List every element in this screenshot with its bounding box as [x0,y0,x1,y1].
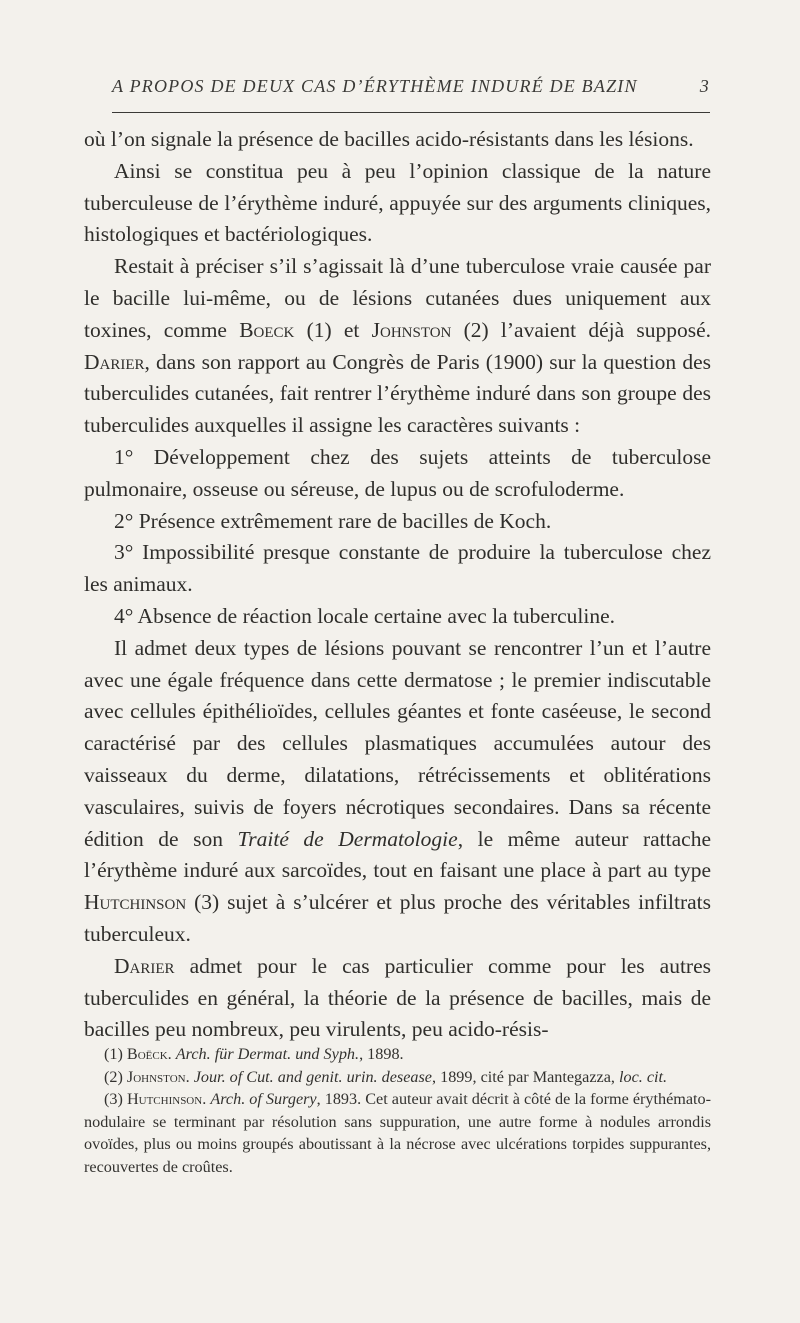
journal-title: Arch. für Dermat. und Syph. [175,1045,360,1063]
main-text [84,124,711,1046]
list-item: 4° Absence de réaction locale certaine avec la tuberculine. [114,603,616,628]
footnote: (3) Hutchinson. Arch. of Surgery, 1893. Cet auteur avait décrit à côté de la forme érythémato-nodulaire se terminant par résolution sans suppuration, une autre forme à nodules arrondis ovoïdes, plus ou moins groupés aboutissant à la nécrose avec ulcérations torpides suppurantes, recouvertes de croûtes. [84,1090,712,1176]
paragraph-continued: où l’on signale la présence de bacilles acido-résistants dans les lésions. [84,127,694,151]
journal-title: Arch. of Surgery [210,1090,317,1109]
author-name: Hutchinson [84,890,187,915]
author-name: Darier [114,953,175,978]
page-number: 3 [699,76,710,96]
list-item: 1° Développement chez des sujets atteints de tuberculose pulmonaire, osseuse ou séreuse, de lupus ou de scrofuloderme. [84,444,711,501]
author-name: Boeck [239,317,295,342]
paragraph-darier: Darier admet pour le cas particulier comme pour les autres tuberculides en général, la théorie de la présence de bacilles, mais de bacilles peu nombreux, peu virulents, peu acido-résis- [84,953,711,1042]
citation-ref: loc. cit. [618,1067,668,1086]
footnotes [84,1043,711,1179]
journal-title: Jour. of Cut. and genit. urin. desease [193,1067,432,1086]
paragraph-opinion: Ainsi se constitua peu à peu l’opinion classique de la nature tuberculeuse de l’érythème induré, appuyée sur des arguments cliniques, histologiques et bactériologiques. [84,158,711,247]
author-name: Johnston [126,1067,186,1086]
running-title: A PROPOS DE DEUX CAS D’ÉRYTHÈME INDURÉ DE BAZIN [112,76,638,96]
footnote: (2) Johnston. Jour. of Cut. and genit. urin. desease, 1899, cité par Mantegazza, loc. cit. [104,1067,668,1086]
author-name: Boëck [126,1045,168,1063]
running-header [112,76,710,97]
book-title: Traité de Dermatologie [237,826,458,851]
footnote: (1) Boëck. Arch. für Dermat. und Syph., 1898. [104,1045,404,1063]
list-item: 2° Présence extrêmement rare de bacilles de Koch. [114,508,552,533]
list-item: 3° Impossibilité presque constante de produire la tuberculose chez les animaux. [84,540,711,597]
author-name: Hutchinson [126,1090,203,1109]
author-name: Darier [84,349,145,374]
paragraph-restait: Restait à préciser s’il s’agissait là d’une tuberculose vraie causée par le bacille lui-même, ou de lésions cutanées dues uniquement aux toxines, comme Boeck (1) et Johnston (2) l’avaient déjà supposé. Darier, dans son rapport au Congrès de Paris (1900) sur la question des tuberculides cutanées, fait rentrer l’érythème induré dans son groupe des tuberculides auxquelles il assigne les caractères suivants : [84,254,711,438]
paragraph-types: Il admet deux types de lésions pouvant se rencontrer l’un et l’autre avec une égale fréquence dans cette dermatose ; le premier indiscutable avec cellules épithélioïdes, cellules géantes et fonte caséeuse, le second caractérisé par des cellules plasmatiques accumulées autour des vaisseaux du derme, dilatations, rétrécissements et oblitérations vasculaires, suivis de foyers nécrotiques secondaires. Dans sa récente édition de son Traité de Dermatologie, le même auteur rattache l’érythème induré aux sarcoïdes, tout en faisant une place à part au type Hutchinson (3) sujet à s’ulcérer et plus proche des véritables infiltrats tuberculeux. [84,635,712,946]
author-name: Johnston [371,317,452,342]
header-rule [112,112,710,113]
